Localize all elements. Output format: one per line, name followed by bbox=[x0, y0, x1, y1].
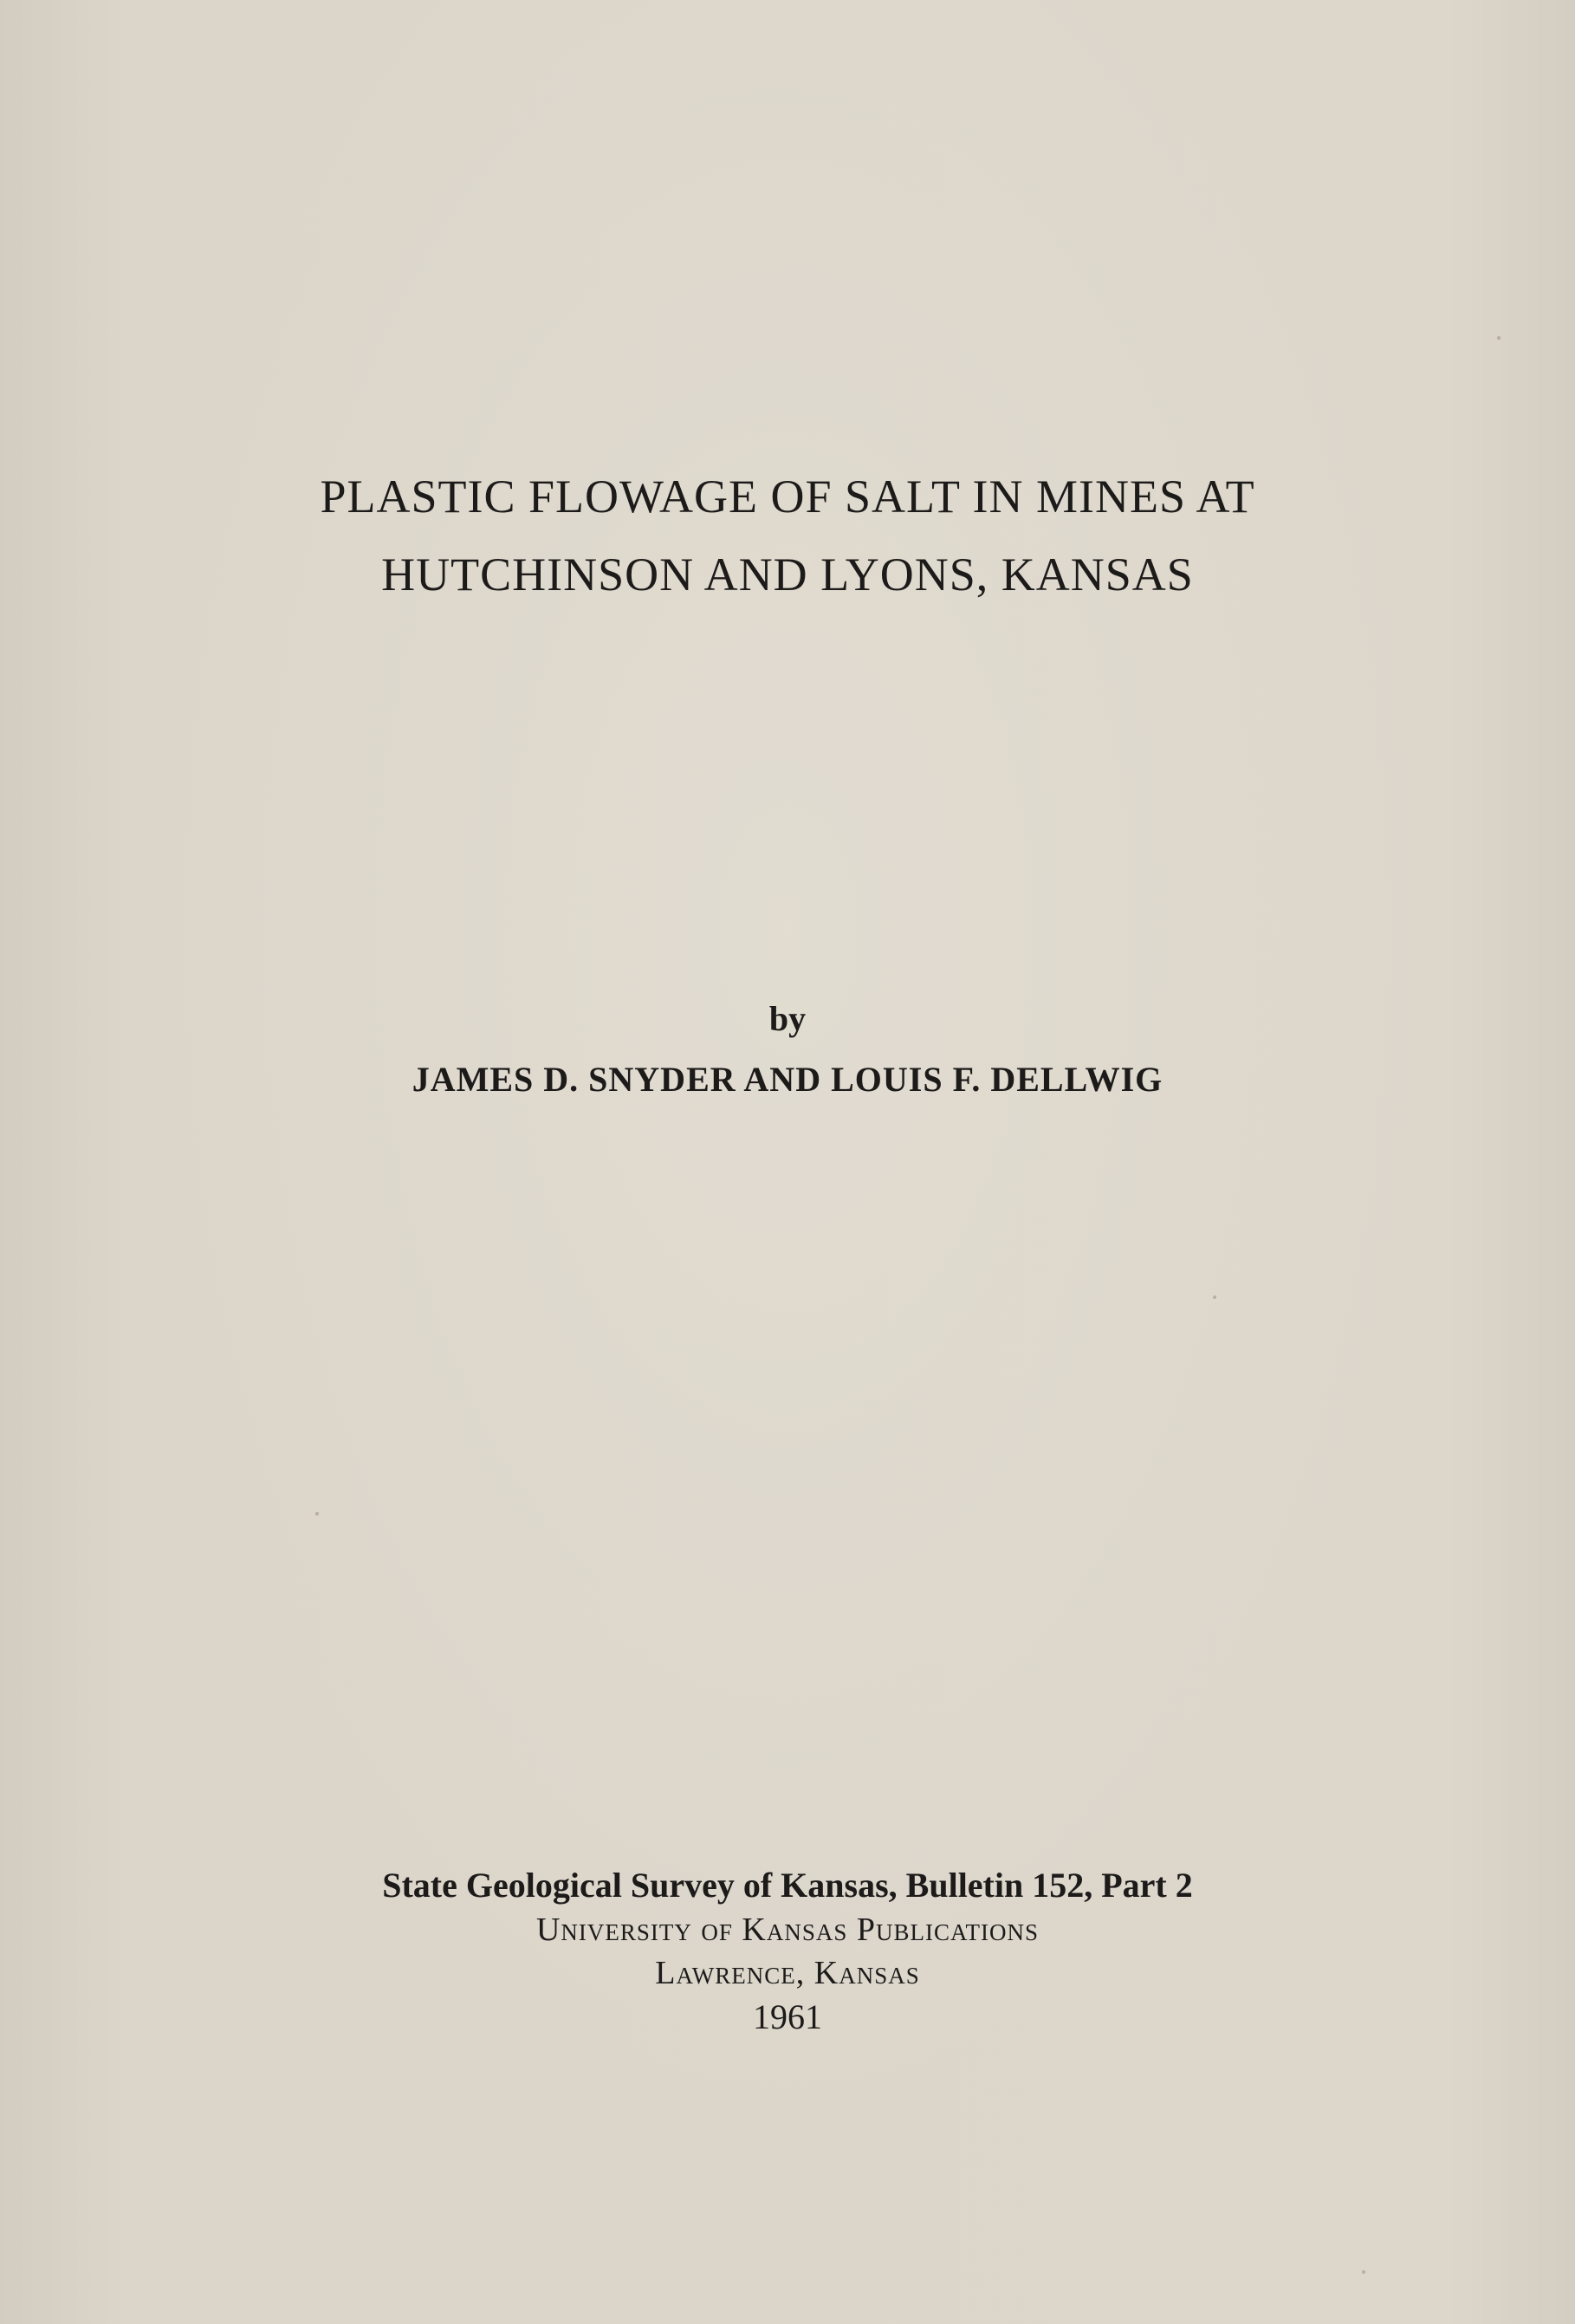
by-label: by bbox=[768, 999, 807, 1038]
place-line: Lawrence, Kansas bbox=[655, 1955, 920, 1991]
paper-speck bbox=[315, 1512, 319, 1516]
title-line-2: HUTCHINSON AND LYONS, KANSAS bbox=[381, 549, 1194, 600]
paper-speck bbox=[1362, 2270, 1365, 2274]
paper-speck bbox=[1213, 1295, 1216, 1299]
publication-year: 1961 bbox=[753, 1997, 822, 2036]
authors: JAMES D. SNYDER AND LOUIS F. DELLWIG bbox=[412, 1060, 1163, 1099]
imprint bbox=[0, 1863, 1575, 2040]
document-title bbox=[0, 458, 1575, 613]
paper-speck bbox=[1497, 336, 1500, 340]
publisher-line: University of Kansas Publications bbox=[535, 1912, 1040, 1948]
series-line: State Geological Survey of Kansas, Bulletin 152, Part 2 bbox=[382, 1866, 1193, 1905]
title-line-1: PLASTIC FLOWAGE OF SALT IN MINES AT bbox=[320, 471, 1255, 523]
